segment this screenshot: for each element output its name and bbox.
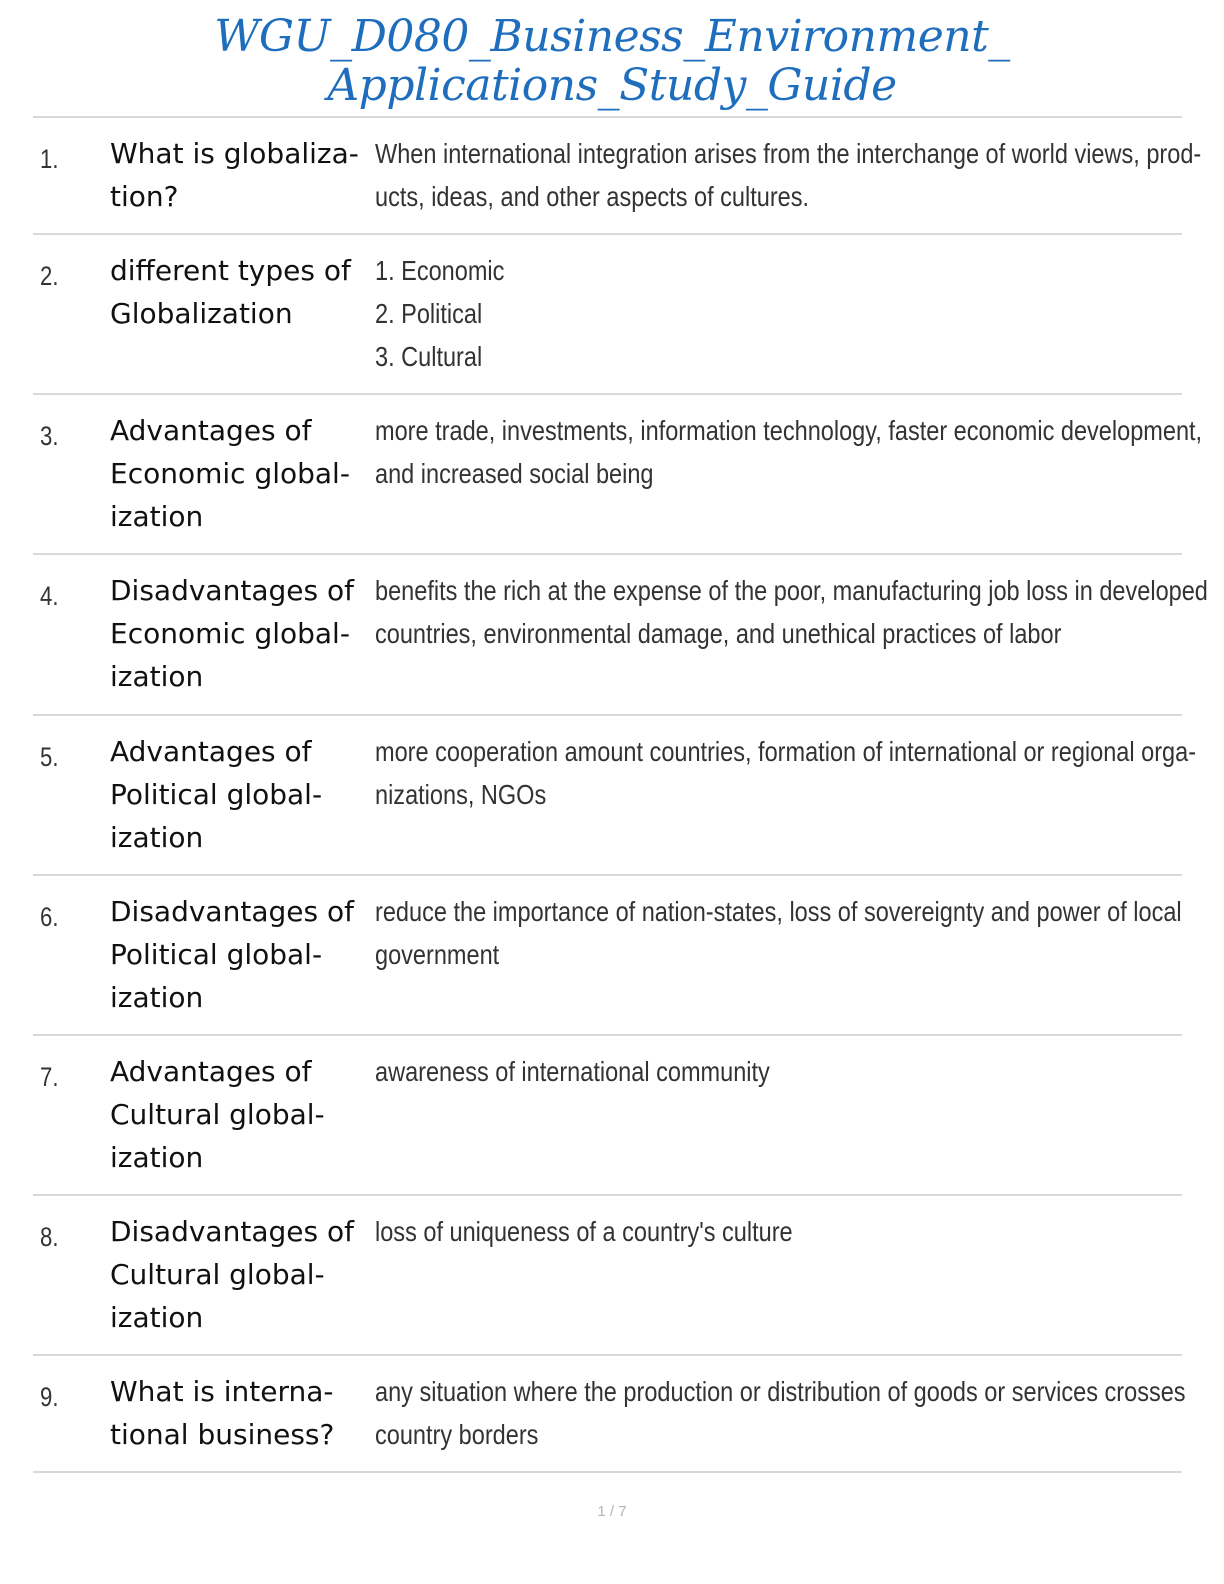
card-definition-line: benefits the rich at the expense of the poor, manufacturing job loss in developed xyxy=(375,575,1208,606)
card-term-line: ization xyxy=(110,1301,204,1334)
card-definition-line: government xyxy=(375,939,500,970)
card-term-line: Globalization xyxy=(110,297,293,330)
card-definition-line: 2. Political xyxy=(375,298,483,329)
card-definition-line: awareness of international community xyxy=(375,1056,770,1087)
card-term-line: What is globaliza- xyxy=(110,137,359,170)
card-definition-line: and increased social being xyxy=(375,458,654,489)
flashcard-row xyxy=(33,874,1182,1034)
card-definition-line: countries, environmental damage, and unethical practices of labor xyxy=(375,618,1062,649)
card-number: 3. xyxy=(40,421,59,451)
card-term-line: tional business? xyxy=(110,1418,335,1451)
card-definition xyxy=(375,730,1197,816)
card-number: 1. xyxy=(40,144,59,174)
card-definition-line: any situation where the production or distribution of goods or services crosses xyxy=(375,1376,1186,1407)
card-definition-line: loss of uniqueness of a country's culture xyxy=(375,1216,793,1247)
card-term-line: What is interna- xyxy=(110,1375,334,1408)
card-definition-line: reduce the importance of nation-states, loss of sovereignty and power of local xyxy=(375,896,1182,927)
card-term-line: different types of xyxy=(110,254,351,287)
card-definition xyxy=(375,1370,1186,1456)
flashcard-row xyxy=(33,714,1197,874)
card-definition xyxy=(375,1050,1175,1093)
document-title-line-1: WGU_D080_Business_Environment_ xyxy=(214,11,1010,62)
card-number: 6. xyxy=(40,902,59,932)
card-number: 2. xyxy=(40,261,59,291)
card-term-line: Economic global- xyxy=(110,457,350,490)
card-definition xyxy=(375,132,1202,218)
card-term xyxy=(110,1050,372,1179)
flashcard-row xyxy=(33,233,1182,393)
card-term-line: Cultural global- xyxy=(110,1258,325,1291)
card-definition-line: more cooperation amount countries, formation of international or regional orga- xyxy=(375,736,1197,767)
card-definition-line: 3. Cultural xyxy=(375,341,483,372)
flashcard-table xyxy=(33,116,1208,1473)
card-term-line: Economic global- xyxy=(110,617,350,650)
card-term xyxy=(110,890,372,1019)
card-term-line: Disadvantages of xyxy=(110,574,354,607)
card-number: 8. xyxy=(40,1222,59,1252)
card-definition-line: When international integration arises from the interchange of world views, prod- xyxy=(375,138,1202,169)
card-term xyxy=(110,132,372,218)
card-term xyxy=(110,1210,372,1339)
card-definition-line: country borders xyxy=(375,1419,539,1450)
card-term-line: Disadvantages of xyxy=(110,895,354,928)
card-term-line: ization xyxy=(110,1141,204,1174)
card-definition-line: 1. Economic xyxy=(375,255,505,286)
card-term-line: Advantages of xyxy=(110,414,312,447)
card-term-line: tion? xyxy=(110,180,179,213)
flashcard-row xyxy=(33,1034,1182,1194)
card-number: 4. xyxy=(40,581,59,611)
card-definition-line: nizations, NGOs xyxy=(375,779,547,810)
card-term-line: Advantages of xyxy=(110,735,312,768)
card-definition-line: more trade, investments, information technology, faster economic development, xyxy=(375,415,1203,446)
card-definition xyxy=(375,1210,1175,1253)
page-number: 1 / 7 xyxy=(597,1503,627,1520)
flashcard-row xyxy=(33,553,1208,714)
flashcard-row xyxy=(33,1194,1182,1354)
card-number: 5. xyxy=(40,742,59,772)
card-definition xyxy=(375,569,1208,655)
card-definition-line: ucts, ideas, and other aspects of cultures. xyxy=(375,181,810,212)
card-term-line: ization xyxy=(110,981,204,1014)
card-definition xyxy=(375,409,1203,495)
card-term-line: Advantages of xyxy=(110,1055,312,1088)
card-term-line: ization xyxy=(110,821,204,854)
card-term xyxy=(110,730,372,859)
flashcard-row xyxy=(33,1354,1186,1473)
card-term xyxy=(110,1370,372,1456)
card-term-line: Political global- xyxy=(110,938,323,971)
flashcard-row xyxy=(33,393,1203,553)
card-term xyxy=(110,569,372,698)
card-number: 9. xyxy=(40,1382,59,1412)
card-term xyxy=(110,409,372,538)
card-term-line: ization xyxy=(110,500,204,533)
card-term xyxy=(110,249,372,335)
document-title xyxy=(0,12,1224,110)
card-term-line: Political global- xyxy=(110,778,323,811)
card-term-line: ization xyxy=(110,660,204,693)
flashcard-row xyxy=(33,116,1202,233)
card-number: 7. xyxy=(40,1062,59,1092)
card-definition xyxy=(375,890,1182,976)
card-term-line: Disadvantages of xyxy=(110,1215,354,1248)
card-term-line: Cultural global- xyxy=(110,1098,325,1131)
document-title-line-2: Applications_Study_Guide xyxy=(327,60,897,111)
card-definition xyxy=(375,249,1175,378)
